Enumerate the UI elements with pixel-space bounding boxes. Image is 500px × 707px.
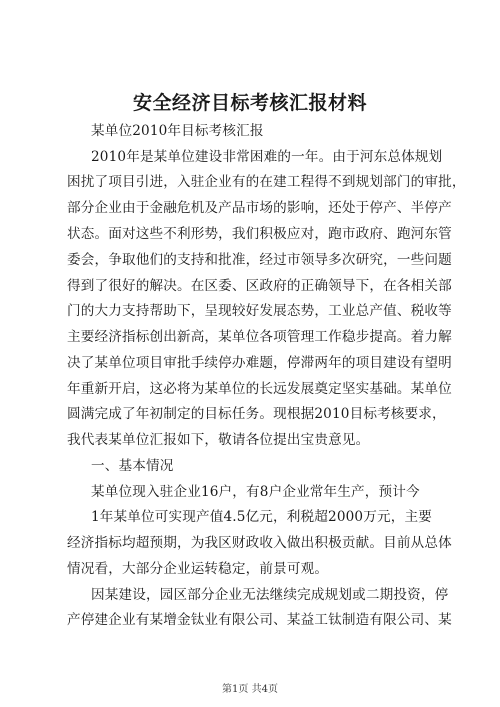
text-line: 年重新开启，这必将为某单位的长远发展奠定坚实基础。某单位 xyxy=(67,381,452,397)
text-line: 2010年是某单位建设非常困难的一年。由于河东总体规划 xyxy=(91,149,443,165)
text-line: 1年某单位可实现产值4.5亿元，利税超2000万元，主要 xyxy=(91,509,432,525)
text-line: 产停建企业有某增金钛业有限公司、某益工钛制造有限公司、某 xyxy=(67,612,452,628)
page-number: 第1页 共4页 xyxy=(222,684,278,695)
text-line: 因某建设，园区部分企业无法继续完成规划或二期投资，停 xyxy=(91,587,449,603)
text-line: 困扰了项目引进，入驻企业有的在建工程得不到规划部门的审批， xyxy=(67,174,466,190)
text-line: 我代表某单位汇报如下，敬请各位提出宝贵意见。 xyxy=(67,432,370,448)
text-line: 某单位2010年目标考核汇报 xyxy=(91,123,264,139)
text-line: 得到了很好的解决。在区委、区政府的正确领导下，在各相关部 xyxy=(67,278,452,294)
text-line: 主要经济指标创出新高，某单位各项管理工作稳步提高。着力解 xyxy=(67,329,452,345)
text-line: 决了某单位项目审批手续停办难题，停滞两年的项目建设有望明 xyxy=(67,355,452,371)
text-line: 经济指标均超预期，为我区财政收入做出积极贡献。目前从总体 xyxy=(67,535,452,551)
text-line: 情况看，大部分企业运转稳定，前景可观。 xyxy=(67,561,329,577)
section-heading: 一、基本情况 xyxy=(91,458,174,474)
text-line: 圆满完成了年初制定的目标任务。现根据2010目标考核要求， xyxy=(67,406,446,422)
text-line: 某单位现入驻企业16户，有8户企业常年生产，预计今 xyxy=(91,484,420,500)
document-title: 安全经济目标考核汇报材料 xyxy=(132,92,367,114)
text-line: 委会，争取他们的支持和批准，经过市领导多次研究，一些问题 xyxy=(67,252,452,268)
text-line: 状态。面对这些不利形势，我们积极应对，跑市政府、跑河东管 xyxy=(67,226,452,242)
text-line: 部分企业由于金融危机及产品市场的影响，还处于停产、半停产 xyxy=(67,200,452,216)
text-line: 门的大力支持帮助下，呈现较好发展态势，工业总产值、税收等 xyxy=(67,303,452,319)
